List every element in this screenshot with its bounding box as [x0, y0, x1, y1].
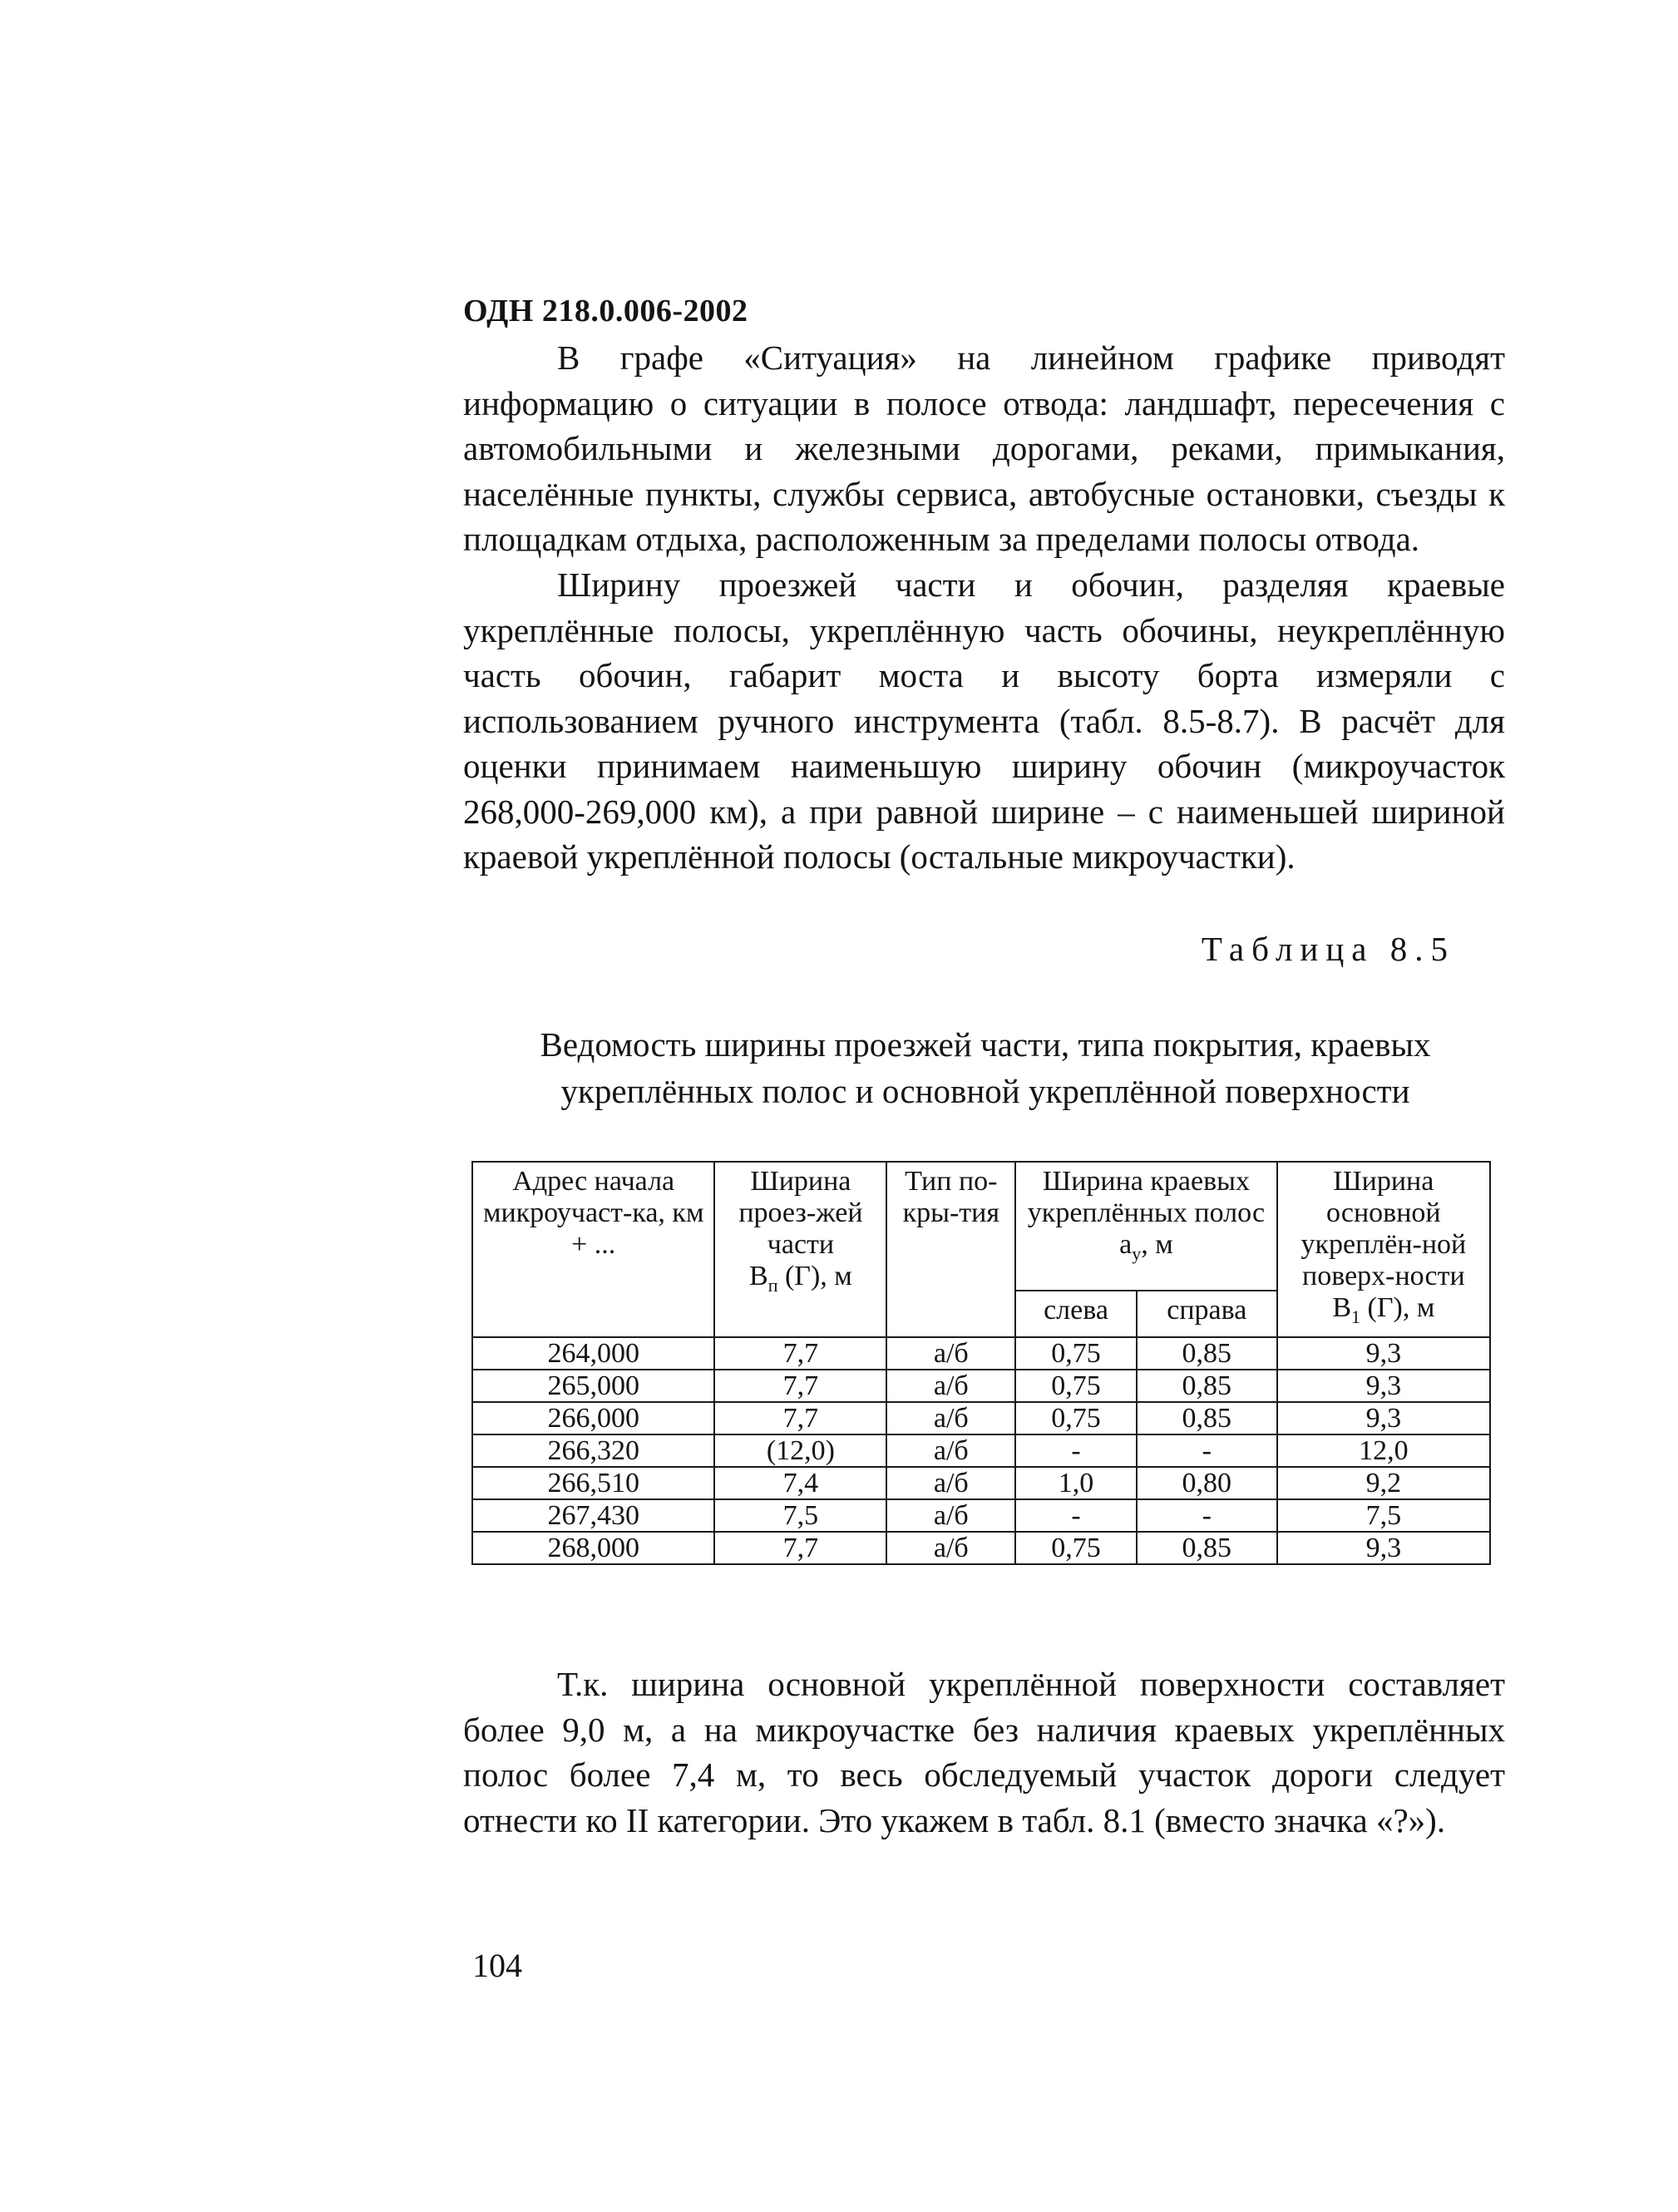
- header-surface-type: Тип по-кры-тия: [886, 1162, 1015, 1337]
- cell-left: -: [1015, 1499, 1137, 1532]
- cell-width: 7,7: [714, 1337, 886, 1370]
- cell-type: а/б: [886, 1434, 1015, 1467]
- cell-width: (12,0): [714, 1434, 886, 1467]
- cell-address: 265,000: [472, 1370, 714, 1402]
- header-address: Адрес начала микроучаст-ка, км + ...: [472, 1162, 714, 1337]
- header-main-surface-width: Ширина основной укреплён-ной поверх-ности $В_1$ (Г), м: [1277, 1162, 1490, 1337]
- cell-surface: 9,3: [1277, 1402, 1490, 1434]
- paragraph-conclusion: Т.к. ширина основной укреплённой поверхности составляет более 9,0 м, а на микроучастке без наличия краевых укреплённых полос более 7,4 м, то весь обследуемый участок дороги следует отнести ко II категории. Это укажем в табл. 8.1 (вместо значка «?»).: [463, 1665, 1505, 1839]
- cell-type: а/б: [886, 1370, 1015, 1402]
- cell-left: 0,75: [1015, 1337, 1137, 1370]
- cell-width: 7,4: [714, 1467, 886, 1499]
- paragraph-width-measurement: Ширину проезжей части и обочин, разделяя краевые укреплённые полосы, укреплённую часть обочины, неукреплённую часть обочин, габарит моста и высоту борта измеряли с использованием ручного инструмента (табл. 8.5-8.7). В расчёт для оценки принимаем наименьшую ширину обочин (микроучасток 268,000-269,000 км), а при равной ширине – с наименьшей шириной краевой укреплённой полосы (остальные микроучастки).: [463, 565, 1505, 876]
- cell-right: 0,85: [1137, 1402, 1277, 1434]
- cell-surface: 9,3: [1277, 1370, 1490, 1402]
- cell-right: 0,80: [1137, 1467, 1277, 1499]
- cell-width: 7,7: [714, 1532, 886, 1564]
- table-title: Ведомость ширины проезжей части, типа покрытия, краевых укреплённых полос и основной укреплённой поверхности: [540, 1025, 1431, 1110]
- header-edge-strips: Ширина краевых укреплённых полос $а_у$, м: [1015, 1162, 1277, 1291]
- cell-address: 266,000: [472, 1402, 714, 1434]
- page-number: 104: [472, 1947, 522, 1984]
- cell-address: 267,430: [472, 1499, 714, 1532]
- cell-width: 7,7: [714, 1370, 886, 1402]
- cell-left: 0,75: [1015, 1532, 1137, 1564]
- cell-left: -: [1015, 1434, 1137, 1467]
- cell-address: 266,320: [472, 1434, 714, 1467]
- cell-right: -: [1137, 1434, 1277, 1467]
- cell-surface: 9,3: [1277, 1532, 1490, 1564]
- cell-type: а/б: [886, 1532, 1015, 1564]
- cell-address: 266,510: [472, 1467, 714, 1499]
- paragraph-situation: В графе «Ситуация» на линейном графике приводят информацию о ситуации в полосе отвода: ландшафт, пересечения с автомобильными и железными дорогами, реками, примыкания, населённые пункты, службы сервиса, автобусные остановки, съезды к площадкам отдыха, расположенным за пределами полосы отвода.: [463, 338, 1505, 558]
- table-row: [472, 1434, 1490, 1467]
- cell-type: а/б: [886, 1337, 1015, 1370]
- cell-right: -: [1137, 1499, 1277, 1532]
- header-right: справа: [1137, 1291, 1277, 1336]
- cell-type: а/б: [886, 1467, 1015, 1499]
- cell-type: а/б: [886, 1402, 1015, 1434]
- table-row: [472, 1499, 1490, 1532]
- header-carriageway-width: Ширина проез-жей части $В_п$ (Г), м: [714, 1162, 886, 1337]
- cell-right: 0,85: [1137, 1532, 1277, 1564]
- table-row: [472, 1370, 1490, 1402]
- table-row: [472, 1467, 1490, 1499]
- document-code: ОДН 218.0.006-2002: [463, 294, 748, 328]
- cell-surface: 7,5: [1277, 1499, 1490, 1532]
- cell-surface: 9,3: [1277, 1337, 1490, 1370]
- cell-address: 264,000: [472, 1337, 714, 1370]
- table-header-row: [472, 1162, 1490, 1291]
- cell-type: а/б: [886, 1499, 1015, 1532]
- width-statement-table: [471, 1161, 1491, 1565]
- cell-address: 268,000: [472, 1532, 714, 1564]
- cell-width: 7,7: [714, 1402, 886, 1434]
- cell-left: 0,75: [1015, 1402, 1137, 1434]
- table-row: [472, 1337, 1490, 1370]
- cell-width: 7,5: [714, 1499, 886, 1532]
- cell-surface: 12,0: [1277, 1434, 1490, 1467]
- cell-left: 1,0: [1015, 1467, 1137, 1499]
- table-row: [472, 1532, 1490, 1564]
- cell-left: 0,75: [1015, 1370, 1137, 1402]
- table-label: Таблица 8.5: [1201, 930, 1455, 968]
- cell-right: 0,85: [1137, 1370, 1277, 1402]
- table-row: [472, 1402, 1490, 1434]
- cell-right: 0,85: [1137, 1337, 1277, 1370]
- header-left: слева: [1015, 1291, 1137, 1336]
- cell-surface: 9,2: [1277, 1467, 1490, 1499]
